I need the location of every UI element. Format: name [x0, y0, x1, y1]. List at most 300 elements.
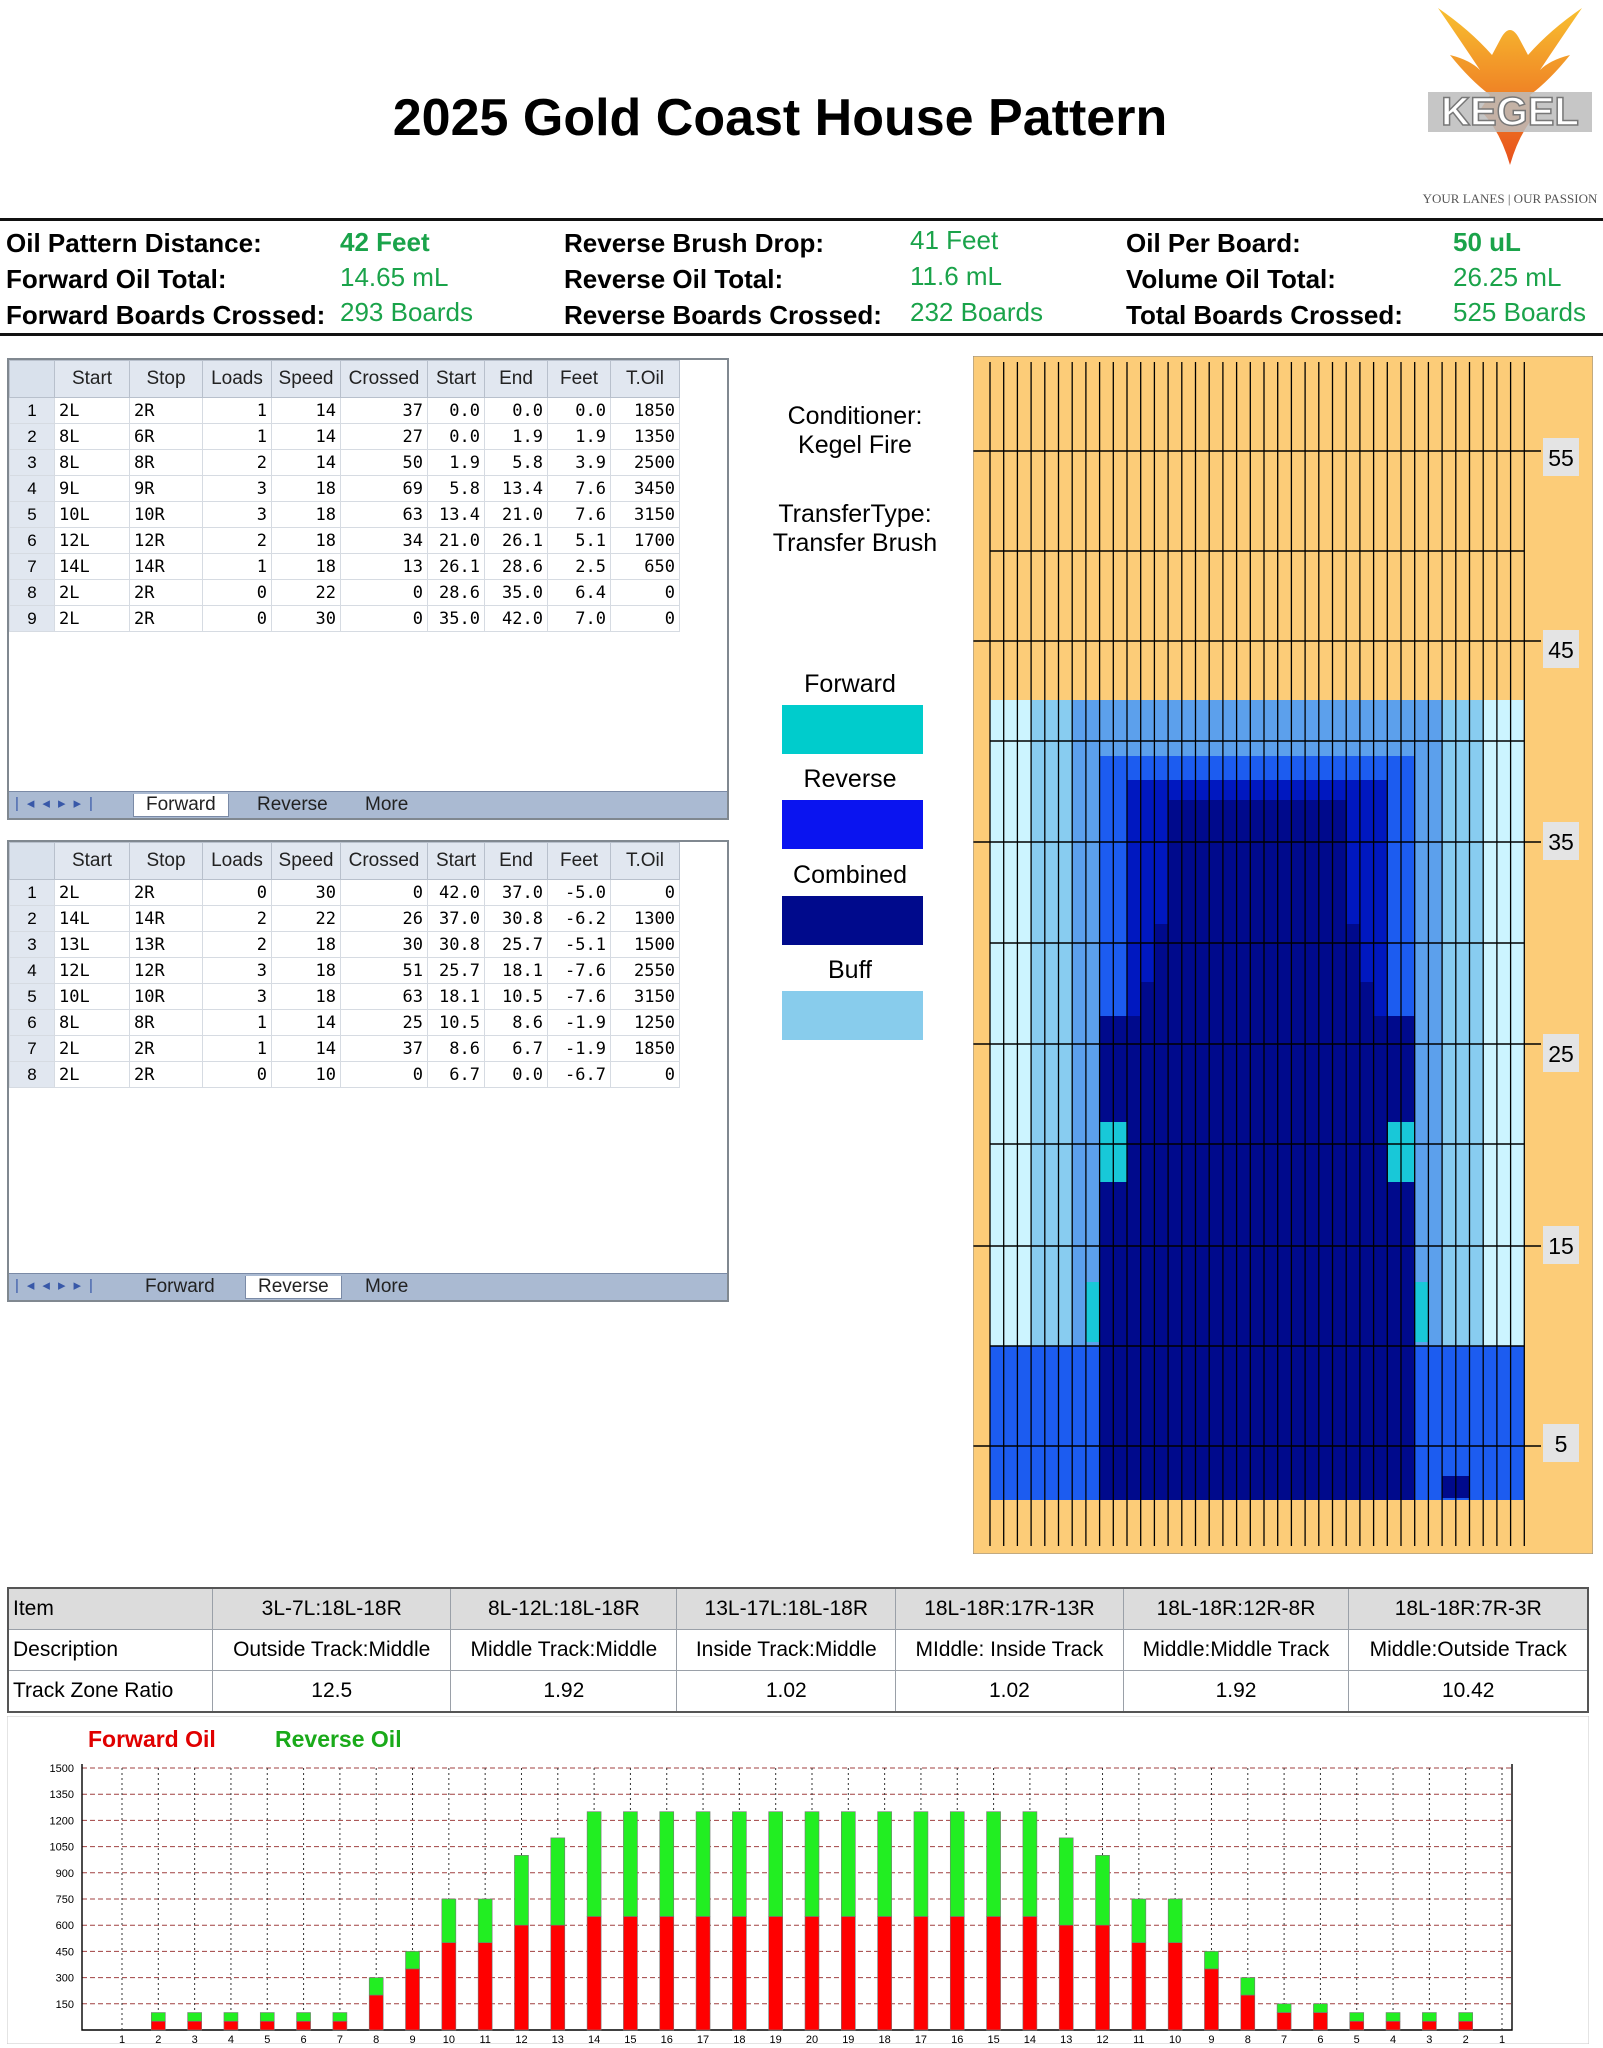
grid-cell[interactable]: 51	[341, 958, 428, 984]
x-tick-label: 3	[1426, 2034, 1433, 2044]
zone-cell: Outside Track:Middle	[213, 1630, 451, 1671]
grid-cell[interactable]: 2L	[55, 880, 130, 906]
forward-oil-bar	[478, 1943, 492, 2030]
grid-cell[interactable]: 0.0	[485, 398, 548, 424]
grid-cell[interactable]: 2L	[55, 580, 130, 606]
grid-cell[interactable]: 37.0	[485, 880, 548, 906]
grid-cell[interactable]: 6.7	[485, 1036, 548, 1062]
x-tick-label: 11	[1133, 2034, 1145, 2044]
tab-more[interactable]: More	[365, 794, 409, 815]
grid-cell[interactable]: 8R	[130, 450, 203, 476]
x-tick-label: 9	[1208, 2034, 1215, 2044]
grid-cell[interactable]: 13L	[55, 932, 130, 958]
legend-combined-label: Combined	[793, 861, 907, 889]
grid-cell[interactable]: 12R	[130, 958, 203, 984]
grid-cell[interactable]: 3450	[611, 476, 680, 502]
x-tick-label: 3	[191, 2034, 198, 2044]
grid-cell[interactable]: 13.4	[485, 476, 548, 502]
grid-header[interactable]: Start	[428, 843, 485, 880]
grid-cell[interactable]: -6.7	[548, 1062, 611, 1088]
reverse-oil-bar	[1241, 1978, 1255, 1995]
forward-table	[9, 360, 680, 632]
y-tick-label: 1350	[49, 1789, 74, 1802]
grid-cell[interactable]: 37.0	[428, 906, 485, 932]
table-row[interactable]	[10, 580, 680, 606]
grid-cell[interactable]: 14	[272, 398, 341, 424]
grid-cell[interactable]: 18	[272, 958, 341, 984]
grid-cell[interactable]: 2R	[130, 1062, 203, 1088]
row-number[interactable]: 4	[10, 476, 55, 502]
x-tick-label: 6	[1317, 2034, 1324, 2044]
grid-cell[interactable]: 34	[341, 528, 428, 554]
grid-cell[interactable]: 0.0	[485, 1062, 548, 1088]
grid-cell[interactable]: -5.0	[548, 880, 611, 906]
grid-cell[interactable]: 0	[203, 880, 272, 906]
grid-cell[interactable]: 14	[272, 450, 341, 476]
grid-cell[interactable]: 13.4	[428, 502, 485, 528]
grid-cell[interactable]: 2500	[611, 450, 680, 476]
grid-cell[interactable]: 12R	[130, 528, 203, 554]
grid-cell[interactable]: 30	[341, 932, 428, 958]
grid-corner[interactable]	[10, 843, 55, 880]
grid-cell[interactable]: 42.0	[428, 880, 485, 906]
grid-cell[interactable]: 1	[203, 1010, 272, 1036]
grid-cell[interactable]: 6.4	[548, 580, 611, 606]
grid-cell[interactable]: 6R	[130, 424, 203, 450]
summary-label: Oil Per Board:	[1126, 228, 1301, 258]
grid-cell[interactable]: 0	[611, 880, 680, 906]
grid-cell[interactable]: 2L	[55, 1036, 130, 1062]
table-row[interactable]	[10, 424, 680, 450]
grid-cell[interactable]: 50	[341, 450, 428, 476]
grid-cell[interactable]: 14L	[55, 906, 130, 932]
grid-cell[interactable]: 22	[272, 906, 341, 932]
grid-header[interactable]: Speed	[272, 361, 341, 398]
grid-cell[interactable]: 7.6	[548, 476, 611, 502]
zone-cell: Item	[8, 1588, 213, 1630]
reverse-oil-bar	[478, 1899, 492, 1943]
grid-cell[interactable]: 14	[272, 1010, 341, 1036]
grid-cell[interactable]: 18	[272, 932, 341, 958]
grid-cell[interactable]: 18.1	[485, 958, 548, 984]
grid-cell[interactable]: 3150	[611, 502, 680, 528]
grid-cell[interactable]: 2.5	[548, 554, 611, 580]
table-row[interactable]	[10, 906, 680, 932]
legend-combined-swatch	[782, 896, 923, 945]
forward-oil-bar	[987, 1916, 1001, 2030]
row-number[interactable]: 9	[10, 606, 55, 632]
grid-cell[interactable]: 0	[341, 1062, 428, 1088]
grid-cell[interactable]: 27	[341, 424, 428, 450]
grid-header[interactable]: Start	[55, 843, 130, 880]
grid-cell[interactable]: 1	[203, 1036, 272, 1062]
grid-cell[interactable]: 1700	[611, 528, 680, 554]
grid-cell[interactable]: 3	[203, 984, 272, 1010]
grid-cell[interactable]: 2L	[55, 398, 130, 424]
forward-oil-bar	[660, 1916, 674, 2030]
reverse-oil-bar	[660, 1812, 674, 1917]
conditioner-label: Conditioner:	[787, 402, 923, 430]
grid-cell[interactable]: 12L	[55, 528, 130, 554]
grid-cell[interactable]: 14R	[130, 906, 203, 932]
grid-cell[interactable]: 3	[203, 958, 272, 984]
grid-header[interactable]: Speed	[272, 843, 341, 880]
table-row[interactable]	[10, 880, 680, 906]
grid-cell[interactable]: 1850	[611, 1036, 680, 1062]
grid-cell[interactable]: 2550	[611, 958, 680, 984]
grid-header[interactable]: Stop	[130, 361, 203, 398]
x-tick-label: 5	[1353, 2034, 1360, 2044]
grid-cell[interactable]: 8.6	[485, 1010, 548, 1036]
row-number[interactable]: 7	[10, 1036, 55, 1062]
tab-more[interactable]: More	[365, 1276, 409, 1297]
grid-cell[interactable]: 0	[611, 606, 680, 632]
grid-cell[interactable]: 5.1	[548, 528, 611, 554]
grid-cell[interactable]: 1.9	[548, 424, 611, 450]
summary-label: Reverse Brush Drop:	[564, 228, 825, 258]
grid-header[interactable]: Crossed	[341, 361, 428, 398]
grid-header[interactable]: Feet	[548, 361, 611, 398]
grid-cell[interactable]: -1.9	[548, 1036, 611, 1062]
grid-cell[interactable]: 10L	[55, 984, 130, 1010]
zone-cell: 8L-12L:18L-18R	[451, 1588, 677, 1630]
grid-cell[interactable]: 22	[272, 580, 341, 606]
grid-cell[interactable]: 18	[272, 984, 341, 1010]
grid-cell[interactable]: 0	[611, 580, 680, 606]
zone-cell: Middle:Outside Track	[1349, 1630, 1588, 1671]
grid-header[interactable]: Start	[55, 361, 130, 398]
grid-cell[interactable]: 26	[341, 906, 428, 932]
grid-cell[interactable]: 8.6	[428, 1036, 485, 1062]
lane-oil-cell	[1415, 1282, 1429, 1342]
grid-cell[interactable]: 14	[272, 424, 341, 450]
grid-header[interactable]: Crossed	[341, 843, 428, 880]
grid-cell[interactable]: 30	[272, 606, 341, 632]
grid-cell[interactable]: 5.8	[428, 476, 485, 502]
grid-cell[interactable]: 25.7	[485, 932, 548, 958]
grid-cell[interactable]: 14	[272, 1036, 341, 1062]
table-row[interactable]	[10, 1010, 680, 1036]
lane-oil-cell	[1100, 1016, 1415, 1500]
grid-corner[interactable]	[10, 361, 55, 398]
y-tick-label: 150	[55, 1998, 74, 2011]
reverse-oil-bar	[369, 1978, 383, 1995]
x-tick-label: 8	[373, 2034, 380, 2044]
table-row[interactable]	[10, 554, 680, 580]
grid-cell[interactable]: 0	[341, 880, 428, 906]
row-number[interactable]: 3	[10, 932, 55, 958]
grid-cell[interactable]: 1250	[611, 1010, 680, 1036]
grid-cell[interactable]: 14L	[55, 554, 130, 580]
grid-cell[interactable]: 2R	[130, 880, 203, 906]
grid-cell[interactable]: 0	[203, 1062, 272, 1088]
page-title: 2025 Gold Coast House Pattern	[392, 89, 1168, 147]
zone-cell: 1.02	[677, 1671, 896, 1713]
grid-cell[interactable]: 0.0	[428, 398, 485, 424]
reverse-grid[interactable]	[7, 840, 729, 1302]
forward-oil-bar	[260, 2021, 274, 2030]
zone-cell: 3L-7L:18L-18R	[213, 1588, 451, 1630]
x-tick-label: 4	[227, 2034, 235, 2044]
reverse-oil-bar	[1459, 2013, 1473, 2022]
table-row[interactable]	[10, 450, 680, 476]
grid-header[interactable]: Loads	[203, 361, 272, 398]
lane-scale-5: 5	[1554, 1431, 1568, 1457]
table-row[interactable]	[10, 1036, 680, 1062]
grid-cell[interactable]: 8L	[55, 1010, 130, 1036]
table-row[interactable]	[10, 958, 680, 984]
grid-cell[interactable]: 1	[203, 398, 272, 424]
table-row[interactable]	[10, 932, 680, 958]
grid-cell[interactable]: 10L	[55, 502, 130, 528]
forward-oil-bar	[514, 1925, 528, 2030]
grid-cell[interactable]: 18	[272, 528, 341, 554]
table-row[interactable]	[10, 502, 680, 528]
grid-cell[interactable]: 650	[611, 554, 680, 580]
forward-oil-bar	[1241, 1995, 1255, 2030]
reverse-oil-bar	[987, 1812, 1001, 1917]
grid-header[interactable]: Start	[428, 361, 485, 398]
table-row[interactable]	[10, 606, 680, 632]
row-number[interactable]: 4	[10, 958, 55, 984]
grid-cell[interactable]: 0	[611, 1062, 680, 1088]
row-number[interactable]: 8	[10, 580, 55, 606]
grid-cell[interactable]: 5.8	[485, 450, 548, 476]
forward-oil-bar	[1059, 1925, 1073, 2030]
x-tick-label: 4	[1389, 2034, 1397, 2044]
grid-cell[interactable]: 30.8	[485, 906, 548, 932]
grid-cell[interactable]: 1500	[611, 932, 680, 958]
x-tick-label: 19	[842, 2034, 855, 2044]
grid-cell[interactable]: 1.9	[485, 424, 548, 450]
zone-cell: 1.92	[1123, 1671, 1349, 1713]
legend-buff-swatch	[782, 991, 923, 1040]
grid-cell[interactable]: 37	[341, 1036, 428, 1062]
grid-cell[interactable]: 37	[341, 398, 428, 424]
grid-cell[interactable]: 35.0	[428, 606, 485, 632]
grid-header[interactable]: T.Oil	[611, 843, 680, 880]
reverse-oil-bar	[696, 1812, 710, 1917]
grid-cell[interactable]: 1.9	[428, 450, 485, 476]
grid-cell[interactable]: 1	[203, 424, 272, 450]
lane-oil-cell	[1086, 1282, 1100, 1342]
grid-cell[interactable]: 69	[341, 476, 428, 502]
row-number[interactable]: 3	[10, 450, 55, 476]
grid-cell[interactable]: 3.9	[548, 450, 611, 476]
grid-cell[interactable]: 0	[341, 606, 428, 632]
x-tick-label: 16	[660, 2034, 673, 2044]
grid-cell[interactable]: 63	[341, 984, 428, 1010]
grid-cell[interactable]: 0.0	[428, 424, 485, 450]
grid-cell[interactable]: 10R	[130, 502, 203, 528]
grid-cell[interactable]: 3150	[611, 984, 680, 1010]
grid-cell[interactable]: 26.1	[428, 554, 485, 580]
zone-cell: 18L-18R:7R-3R	[1349, 1588, 1588, 1630]
table-row[interactable]	[10, 984, 680, 1010]
grid-cell[interactable]: 14R	[130, 554, 203, 580]
grid-cell[interactable]: 30.8	[428, 932, 485, 958]
grid-cell[interactable]: 18	[272, 502, 341, 528]
grid-cell[interactable]: 10.5	[428, 1010, 485, 1036]
reverse-oil-bar	[151, 2013, 165, 2022]
reverse-oil-bar	[188, 2013, 202, 2022]
grid-cell[interactable]: 26.1	[485, 528, 548, 554]
forward-oil-bar	[1132, 1943, 1146, 2030]
grid-cell[interactable]: 6.7	[428, 1062, 485, 1088]
grid-header[interactable]: Stop	[130, 843, 203, 880]
grid-cell[interactable]: 25	[341, 1010, 428, 1036]
zone-cell: 1.02	[896, 1671, 1123, 1713]
x-tick-label: 16	[951, 2034, 964, 2044]
grid-cell[interactable]: 13	[341, 554, 428, 580]
grid-cell[interactable]: 21.0	[428, 528, 485, 554]
grid-cell[interactable]: 10	[272, 1062, 341, 1088]
grid-cell[interactable]: 9L	[55, 476, 130, 502]
x-tick-label: 2	[1462, 2034, 1469, 2044]
reverse-oil-bar	[1313, 2004, 1327, 2013]
grid-cell[interactable]: 25.7	[428, 958, 485, 984]
reverse-oil-bar	[1059, 1838, 1073, 1925]
summary-value: 50 uL	[1453, 227, 1521, 257]
grid-cell[interactable]: -5.1	[548, 932, 611, 958]
grid-cell[interactable]: 28.6	[485, 554, 548, 580]
forward-grid[interactable]	[7, 358, 729, 820]
row-number[interactable]: 2	[10, 906, 55, 932]
grid-header[interactable]: T.Oil	[611, 361, 680, 398]
table-row[interactable]	[10, 528, 680, 554]
grid-cell[interactable]: 3	[203, 476, 272, 502]
grid-cell[interactable]: 13R	[130, 932, 203, 958]
x-tick-label: 1	[118, 2034, 126, 2044]
row-number[interactable]: 6	[10, 528, 55, 554]
grid-cell[interactable]: 2	[203, 906, 272, 932]
row-number[interactable]: 5	[10, 502, 55, 528]
grid-cell[interactable]: 8R	[130, 1010, 203, 1036]
forward-oil-bar	[297, 2021, 311, 2030]
forward-oil-bar	[805, 1916, 819, 2030]
conditioner-value: Kegel Fire	[798, 431, 912, 459]
lane-scale-15: 15	[1548, 1233, 1574, 1259]
row-number[interactable]: 5	[10, 984, 55, 1010]
grid-cell[interactable]: 28.6	[428, 580, 485, 606]
grid-cell[interactable]: 42.0	[485, 606, 548, 632]
grid-cell[interactable]: 10.5	[485, 984, 548, 1010]
reverse-oil-bar	[950, 1812, 964, 1917]
table-row[interactable]	[10, 476, 680, 502]
reverse-oil-bar	[623, 1812, 637, 1917]
reverse-oil-bar	[260, 2013, 274, 2022]
grid-cell[interactable]: 2	[203, 450, 272, 476]
grid-cell[interactable]: 2	[203, 528, 272, 554]
grid-cell[interactable]: -1.9	[548, 1010, 611, 1036]
grid-cell[interactable]: 2L	[55, 606, 130, 632]
grid-cell[interactable]: 2R	[130, 606, 203, 632]
grid-cell[interactable]: 0.0	[548, 398, 611, 424]
grid-cell[interactable]: 12L	[55, 958, 130, 984]
y-tick-label: 900	[55, 1867, 74, 1880]
forward-oil-bar	[333, 2021, 347, 2030]
row-number[interactable]: 1	[10, 398, 55, 424]
lane-scale-55: 55	[1548, 445, 1574, 471]
grid-cell[interactable]: 9R	[130, 476, 203, 502]
grid-cell[interactable]: 21.0	[485, 502, 548, 528]
grid-cell[interactable]: 7.0	[548, 606, 611, 632]
grid-cell[interactable]: 35.0	[485, 580, 548, 606]
grid-cell[interactable]: 2R	[130, 398, 203, 424]
grid-cell[interactable]: 30	[272, 880, 341, 906]
zone-cell: Inside Track:Middle	[677, 1630, 896, 1671]
grid-cell[interactable]: 63	[341, 502, 428, 528]
summary-bottom-rule	[0, 333, 1603, 336]
grid-cell[interactable]: 1350	[611, 424, 680, 450]
grid-cell[interactable]: -7.6	[548, 958, 611, 984]
grid-cell[interactable]: 0	[341, 580, 428, 606]
x-tick-label: 7	[1281, 2034, 1288, 2044]
grid-cell[interactable]: 2L	[55, 1062, 130, 1088]
grid-header[interactable]: End	[485, 361, 548, 398]
x-tick-label: 17	[696, 2034, 710, 2044]
grid-cell[interactable]: 10R	[130, 984, 203, 1010]
grid-cell[interactable]: 2R	[130, 580, 203, 606]
grid-header[interactable]: Loads	[203, 843, 272, 880]
grid-cell[interactable]: 7.6	[548, 502, 611, 528]
row-number[interactable]: 6	[10, 1010, 55, 1036]
grid-cell[interactable]: 1300	[611, 906, 680, 932]
grid-cell[interactable]: -6.2	[548, 906, 611, 932]
summary-value: 42 Feet	[340, 227, 430, 257]
grid-cell[interactable]: 1850	[611, 398, 680, 424]
sheet-nav-icons[interactable]: |◂◂▸▸|	[15, 795, 101, 812]
tab-reverse[interactable]: Reverse	[257, 794, 328, 815]
x-tick-label: 14	[1023, 2034, 1037, 2044]
row-number[interactable]: 1	[10, 880, 55, 906]
zone-cell: 13L-17L:18L-18R	[677, 1588, 896, 1630]
grid-cell[interactable]: 8L	[55, 450, 130, 476]
sheet-nav-icons[interactable]: |◂◂▸▸|	[15, 1277, 101, 1294]
summary-label: Forward Oil Total:	[6, 264, 227, 294]
table-row[interactable]	[10, 1062, 680, 1088]
grid-cell[interactable]: 18	[272, 476, 341, 502]
grid-cell[interactable]: 2R	[130, 1036, 203, 1062]
grid-header[interactable]: End	[485, 843, 548, 880]
reverse-oil-bar	[1422, 2013, 1436, 2022]
tab-forward[interactable]: Forward	[133, 794, 229, 817]
grid-cell[interactable]: 3	[203, 502, 272, 528]
grid-cell[interactable]: 18.1	[428, 984, 485, 1010]
forward-oil-bar	[769, 1916, 783, 2030]
grid-cell[interactable]: 2	[203, 932, 272, 958]
grid-cell[interactable]: 18	[272, 554, 341, 580]
grid-header[interactable]: Feet	[548, 843, 611, 880]
table-row[interactable]	[10, 398, 680, 424]
summary-label: Total Boards Crossed:	[1126, 300, 1403, 330]
row-number[interactable]: 7	[10, 554, 55, 580]
oil-distribution-chart	[7, 1716, 1589, 2044]
row-number[interactable]: 2	[10, 424, 55, 450]
x-tick-label: 19	[769, 2034, 782, 2044]
grid-cell[interactable]: 8L	[55, 424, 130, 450]
legend-reverse-swatch	[782, 800, 923, 849]
tab-forward[interactable]: Forward	[145, 1276, 215, 1297]
grid-cell[interactable]: 0	[203, 580, 272, 606]
grid-cell[interactable]: 0	[203, 606, 272, 632]
forward-oil-bar	[551, 1925, 565, 2030]
tab-reverse[interactable]: Reverse	[245, 1276, 342, 1299]
row-number[interactable]: 8	[10, 1062, 55, 1088]
grid-cell[interactable]: 1	[203, 554, 272, 580]
y-tick-label: 300	[55, 1972, 74, 1985]
grid-cell[interactable]: -7.6	[548, 984, 611, 1010]
